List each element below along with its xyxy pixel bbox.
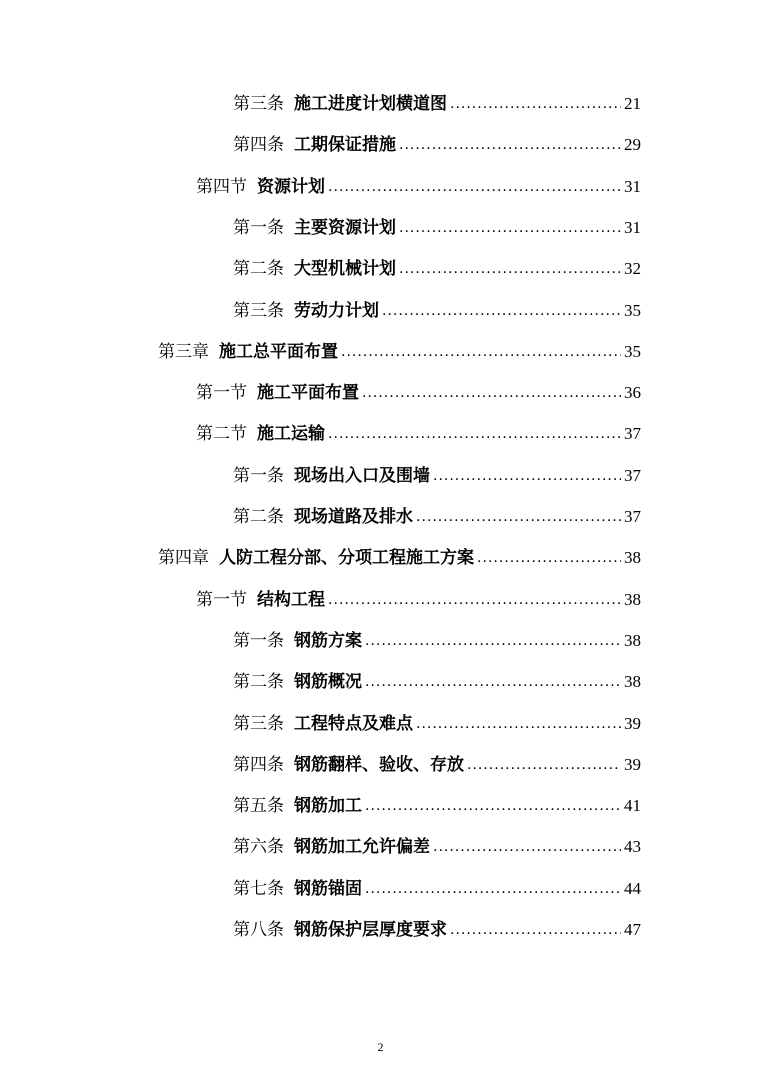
- toc-entry-title: 施工总平面布置: [219, 341, 338, 362]
- toc-entry-page: 37: [624, 507, 641, 526]
- toc-entry-page: 37: [624, 424, 641, 444]
- toc-leader-dots: [399, 217, 621, 239]
- toc-entry-page: 29: [624, 135, 641, 155]
- toc-entry: [0, 459, 641, 487]
- toc-entry-title: 人防工程分部、分项工程施工方案: [219, 548, 474, 569]
- toc-entry-number: 第五条: [233, 796, 284, 817]
- toc-entry-page: 38: [624, 548, 641, 568]
- toc-entry-title: 钢筋保护层厚度要求: [294, 920, 447, 940]
- toc-entry-title: 钢筋锚固: [294, 878, 362, 899]
- toc-entry-title: 钢筋翻样、验收、存放: [294, 754, 464, 775]
- toc-entry-page: 32: [624, 259, 641, 279]
- toc-leader-dots: [365, 795, 621, 817]
- toc-entry: [0, 707, 641, 735]
- toc-leader-dots: [433, 836, 621, 858]
- toc-entry-page: 43: [624, 837, 641, 857]
- toc-entry-number: 第六条: [233, 837, 284, 858]
- toc-entry-page: 38: [624, 589, 641, 609]
- toc-entry-page: 44: [624, 878, 641, 898]
- toc-leader-dots: [362, 382, 621, 404]
- toc-entry: [0, 665, 641, 693]
- toc-entry: [0, 830, 641, 858]
- toc-entry-number: 第七条: [233, 878, 284, 899]
- toc-leader-dots: [341, 341, 621, 363]
- toc-entry-title: 劳动力计划: [294, 300, 379, 321]
- toc-entry-page: 39: [624, 713, 641, 733]
- toc-entry-title: 大型机械计划: [294, 259, 396, 280]
- toc-leader-dots: [477, 547, 621, 569]
- toc-entry-number: 第一条: [233, 465, 284, 486]
- toc-leader-dots: [467, 754, 621, 776]
- toc-entry-page: 39: [624, 754, 641, 774]
- toc-entry-page: 37: [624, 465, 641, 485]
- toc-entry-number: 第三条: [233, 300, 284, 321]
- toc-entry-number: 第二节: [196, 424, 247, 445]
- toc-entry-number: 第一条: [233, 217, 284, 238]
- toc-leader-dots: [450, 919, 621, 941]
- toc-leader-dots: [382, 300, 621, 322]
- toc-entry-title: 钢筋加工允许偏差: [294, 837, 430, 858]
- toc-entry-page: 36: [624, 383, 641, 403]
- toc-entry-number: 第一节: [196, 589, 247, 610]
- toc-entry: [0, 541, 641, 569]
- toc-entry: [0, 624, 641, 652]
- toc-entry-number: 第二条: [233, 507, 284, 527]
- toc-leader-dots: [399, 258, 621, 280]
- toc-entry: [0, 335, 641, 363]
- page-number: 2: [377, 1040, 384, 1054]
- toc-leader-dots: [416, 713, 621, 735]
- toc-entry: [0, 789, 641, 817]
- toc-entry-page: 35: [624, 341, 641, 361]
- toc-entry-title: 资源计划: [257, 176, 325, 197]
- toc-entry-number: 第四条: [233, 135, 284, 156]
- toc-entry-title: 结构工程: [257, 589, 325, 610]
- toc-entry-title: 工期保证措施: [294, 135, 396, 156]
- toc-entry-title: 现场道路及排水: [294, 507, 413, 527]
- toc-entry: [0, 87, 641, 115]
- toc-entry-number: 第一条: [233, 630, 284, 651]
- toc-entry-number: 第三条: [233, 94, 284, 114]
- toc-leader-dots: [328, 423, 621, 445]
- toc-entry-number: 第四节: [196, 176, 247, 197]
- toc-leader-dots: [365, 878, 621, 900]
- toc-entry: [0, 252, 641, 280]
- toc-entry: [0, 128, 641, 156]
- toc-leader-dots: [328, 589, 621, 611]
- toc-entry-number: 第二条: [233, 672, 284, 693]
- toc-entry: [0, 170, 641, 198]
- toc-entry-title: 主要资源计划: [294, 217, 396, 238]
- toc-entry: [0, 294, 641, 322]
- toc-entry-number: 第三章: [158, 341, 209, 362]
- toc-leader-dots: [365, 630, 621, 652]
- toc-entry-title: 施工进度计划横道图: [294, 94, 447, 114]
- toc-entry-page: 41: [624, 796, 641, 816]
- toc-leader-dots: [365, 671, 621, 693]
- toc-entry-title: 钢筋加工: [294, 796, 362, 817]
- toc-entry-title: 施工运输: [257, 424, 325, 445]
- toc-entry-title: 工程特点及难点: [294, 713, 413, 734]
- toc-leader-dots: [399, 134, 621, 156]
- toc-entry-title: 钢筋概况: [294, 672, 362, 693]
- toc-entry-number: 第二条: [233, 259, 284, 280]
- toc-entry-page: 31: [624, 217, 641, 237]
- toc-entry-title: 施工平面布置: [257, 383, 359, 404]
- toc-entry: [0, 872, 641, 900]
- toc-entry-title: 现场出入口及围墙: [294, 465, 430, 486]
- toc-entry: [0, 500, 641, 528]
- toc-entry-page: 31: [624, 176, 641, 196]
- toc-entry-number: 第一节: [196, 383, 247, 404]
- toc-entry-page: 38: [624, 672, 641, 692]
- toc-entry-title: 钢筋方案: [294, 630, 362, 651]
- toc-entry-number: 第四条: [233, 754, 284, 775]
- toc-leader-dots: [328, 176, 621, 198]
- toc-entry-page: 38: [624, 630, 641, 650]
- toc-entry: [0, 376, 641, 404]
- toc-entry: [0, 913, 641, 941]
- toc-entry: [0, 583, 641, 611]
- toc-entry-page: 21: [624, 94, 641, 113]
- toc-entry: [0, 748, 641, 776]
- toc-entry: [0, 417, 641, 445]
- toc-entry: [0, 211, 641, 239]
- toc-entry-number: 第八条: [233, 920, 284, 940]
- toc-leader-dots: [433, 465, 621, 487]
- toc-leader-dots: [450, 93, 621, 115]
- toc-entry-number: 第三条: [233, 713, 284, 734]
- toc-entry-page: 47: [624, 920, 641, 939]
- toc-entry-page: 35: [624, 300, 641, 320]
- toc-leader-dots: [416, 506, 621, 528]
- toc-entry-number: 第四章: [158, 548, 209, 569]
